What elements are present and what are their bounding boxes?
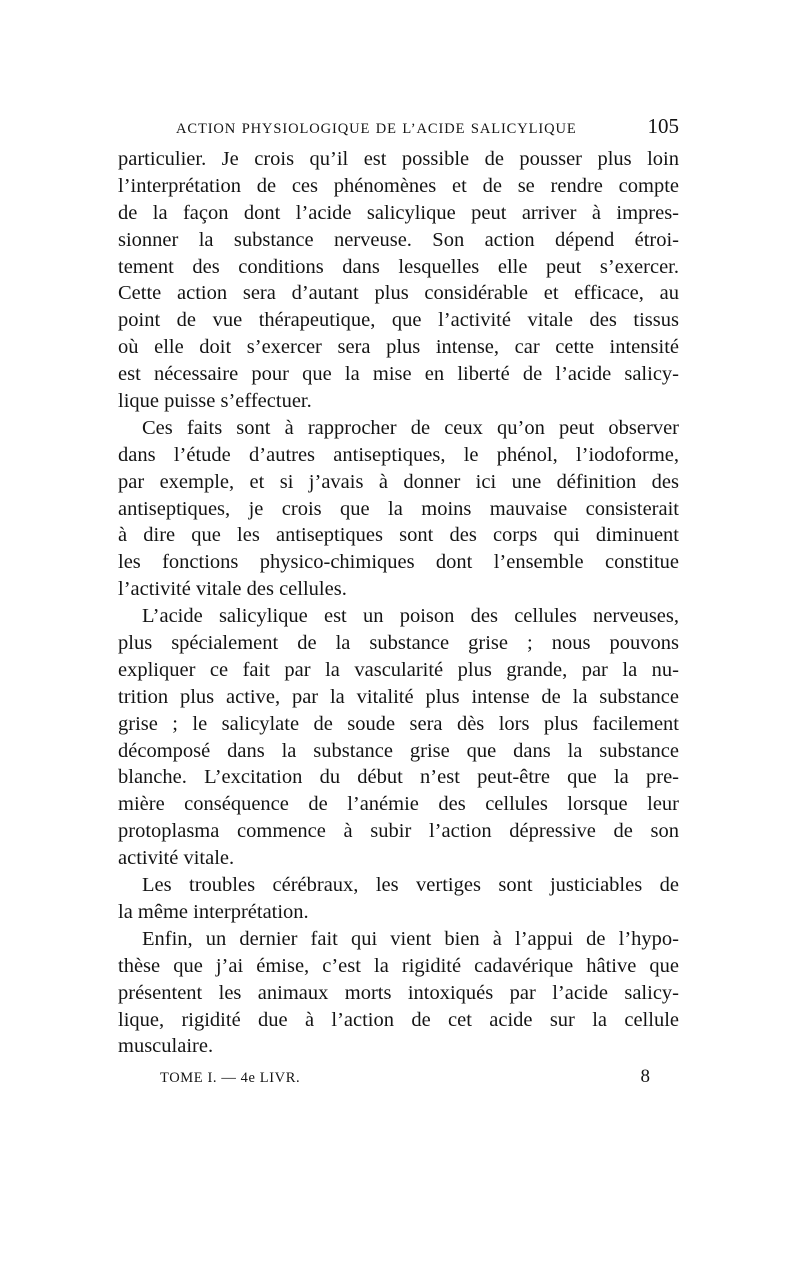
text-line: décomposé dans la substance grise que dans la substance: [118, 739, 679, 762]
text-line: lique puisse s’effectuer.: [118, 390, 312, 413]
text-line: est nécessaire pour que la mise en liberté de l’acide salicy-: [118, 363, 679, 386]
running-title: ACTION PHYSIOLOGIQUE DE L’ACIDE SALICYLIQUE: [176, 121, 577, 137]
text-line: sionner la substance nerveuse. Son action dépend étroi-: [118, 228, 679, 251]
text-line: l’activité vitale des cellules.: [118, 578, 347, 601]
text-line: tement des conditions dans lesquelles elle peut s’exercer.: [118, 255, 679, 278]
text-line: trition plus active, par la vitalité plus intense de la substance: [118, 685, 679, 708]
body-text: [118, 146, 679, 1060]
text-line: grise ; le salicylate de soude sera dès lors plus facilement: [118, 712, 679, 735]
text-line: antiseptiques, je crois que la moins mauvaise consisterait: [118, 497, 679, 520]
text-line: Ces faits sont à rapprocher de ceux qu’on peut observer: [142, 416, 679, 439]
signature-line: TOME I. — 4e LIVR.: [160, 1070, 301, 1086]
text-line: plus spécialement de la substance grise ; nous pouvons: [118, 632, 679, 655]
text-line: lique, rigidité due à l’action de cet acide sur la cellule: [118, 1008, 679, 1031]
text-line: expliquer ce fait par la vascularité plus grande, par la nu-: [118, 658, 679, 681]
page-footer: [160, 1066, 650, 1092]
text-line: Cette action sera d’autant plus considérable et efficace, au: [118, 282, 679, 305]
text-line: les fonctions physico-chimiques dont l’ensemble constitue: [118, 551, 679, 574]
text-line: musculaire.: [118, 1035, 214, 1058]
text-line: blanche. L’excitation du début n’est peut-être que la pre-: [118, 766, 679, 789]
text-line: dans l’étude d’autres antiseptiques, le phénol, l’iodoforme,: [118, 443, 679, 466]
text-line: thèse que j’ai émise, c’est la rigidité cadavérique hâtive que: [118, 954, 679, 977]
text-line: où elle doit s’exercer sera plus intense, car cette intensité: [118, 336, 679, 359]
text-line: point de vue thérapeutique, que l’activité vitale des tissus: [118, 309, 679, 332]
signature-mark: 8: [640, 1066, 650, 1087]
text-line: activité vitale.: [118, 847, 235, 870]
text-line: par exemple, et si j’avais à donner ici une définition des: [118, 470, 679, 493]
text-line: Enfin, un dernier fait qui vient bien à l’appui de l’hypo-: [142, 927, 679, 950]
text-line: présentent les animaux morts intoxiqués par l’acide salicy-: [118, 981, 679, 1004]
text-line: protoplasma commence à subir l’action dépressive de son: [118, 820, 679, 843]
text-line: mière conséquence de l’anémie des cellules lorsque leur: [118, 793, 679, 816]
text-line: à dire que les antiseptiques sont des corps qui diminuent: [118, 524, 679, 547]
text-line: la même interprétation.: [118, 900, 309, 923]
text-line: particulier. Je crois qu’il est possible de pousser plus loin: [118, 148, 679, 170]
text-line: Les troubles cérébraux, les vertiges sont justiciables de: [142, 874, 679, 897]
text-line: de la façon dont l’acide salicylique peut arriver à impres-: [118, 201, 679, 224]
text-line: l’interprétation de ces phénomènes et de se rendre compte: [118, 174, 679, 197]
running-head: [176, 114, 679, 142]
text-line: L’acide salicylique est un poison des cellules nerveuses,: [142, 605, 679, 628]
page-number: 105: [647, 114, 679, 138]
